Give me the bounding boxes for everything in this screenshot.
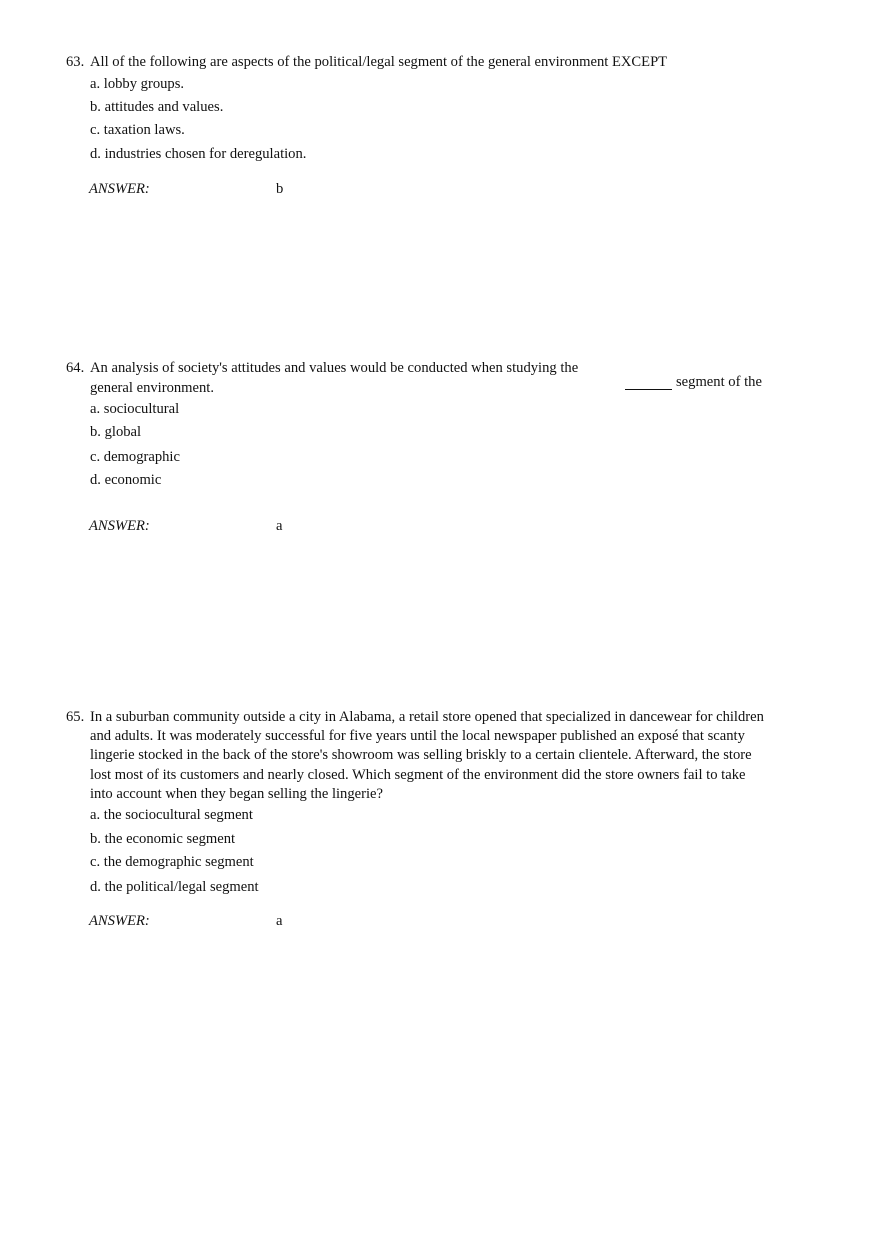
option-c: c. taxation laws. [90,122,185,138]
question-stem: In a suburban community outside a city in Alabama, a retail store opened that specialized in dancewear for children [90,709,764,725]
fill-in-blank [625,389,672,390]
answer-value: a [276,518,283,534]
option-d: d. the political/legal segment [90,879,259,895]
question-number: 63. [66,54,85,70]
option-a: a. lobby groups. [90,76,185,92]
option-a: a. the sociocultural segment [90,807,253,823]
option-c: c. demographic [90,449,180,465]
answer-value: b [276,181,284,197]
question-stem: lingerie stocked in the back of the store's showroom was selling briskly to a certain clientele. Afterward, the store [90,747,752,763]
option-a: a. sociocultural [90,401,180,417]
question-stem: into account when they began selling the lingerie? [90,786,383,802]
question-stem: An analysis of society's attitudes and values would be conducted when studying the [90,360,579,376]
answer-value: a [276,913,283,929]
option-b: b. attitudes and values. [90,99,224,115]
question-stem-after-blank: segment of the [676,374,762,390]
answer-label: ANSWER: [89,181,150,197]
option-b: b. the economic segment [90,831,236,847]
option-c: c. the demographic segment [90,854,254,870]
question-stem: All of the following are aspects of the political/legal segment of the general environment EXCEPT [90,54,668,70]
question-stem: lost most of its customers and nearly closed. Which segment of the environment did the store owners fail to take [90,767,746,783]
answer-label: ANSWER: [89,913,150,929]
option-d: d. industries chosen for deregulation. [90,146,307,162]
answer-label: ANSWER: [89,518,150,534]
option-b: b. global [90,424,142,440]
question-number: 64. [66,360,85,376]
question-stem: general environment. [90,380,214,396]
question-number: 65. [66,709,85,725]
option-d: d. economic [90,472,162,488]
question-stem: and adults. It was moderately successful for five years until the local newspaper published an exposé that scanty [90,728,745,744]
